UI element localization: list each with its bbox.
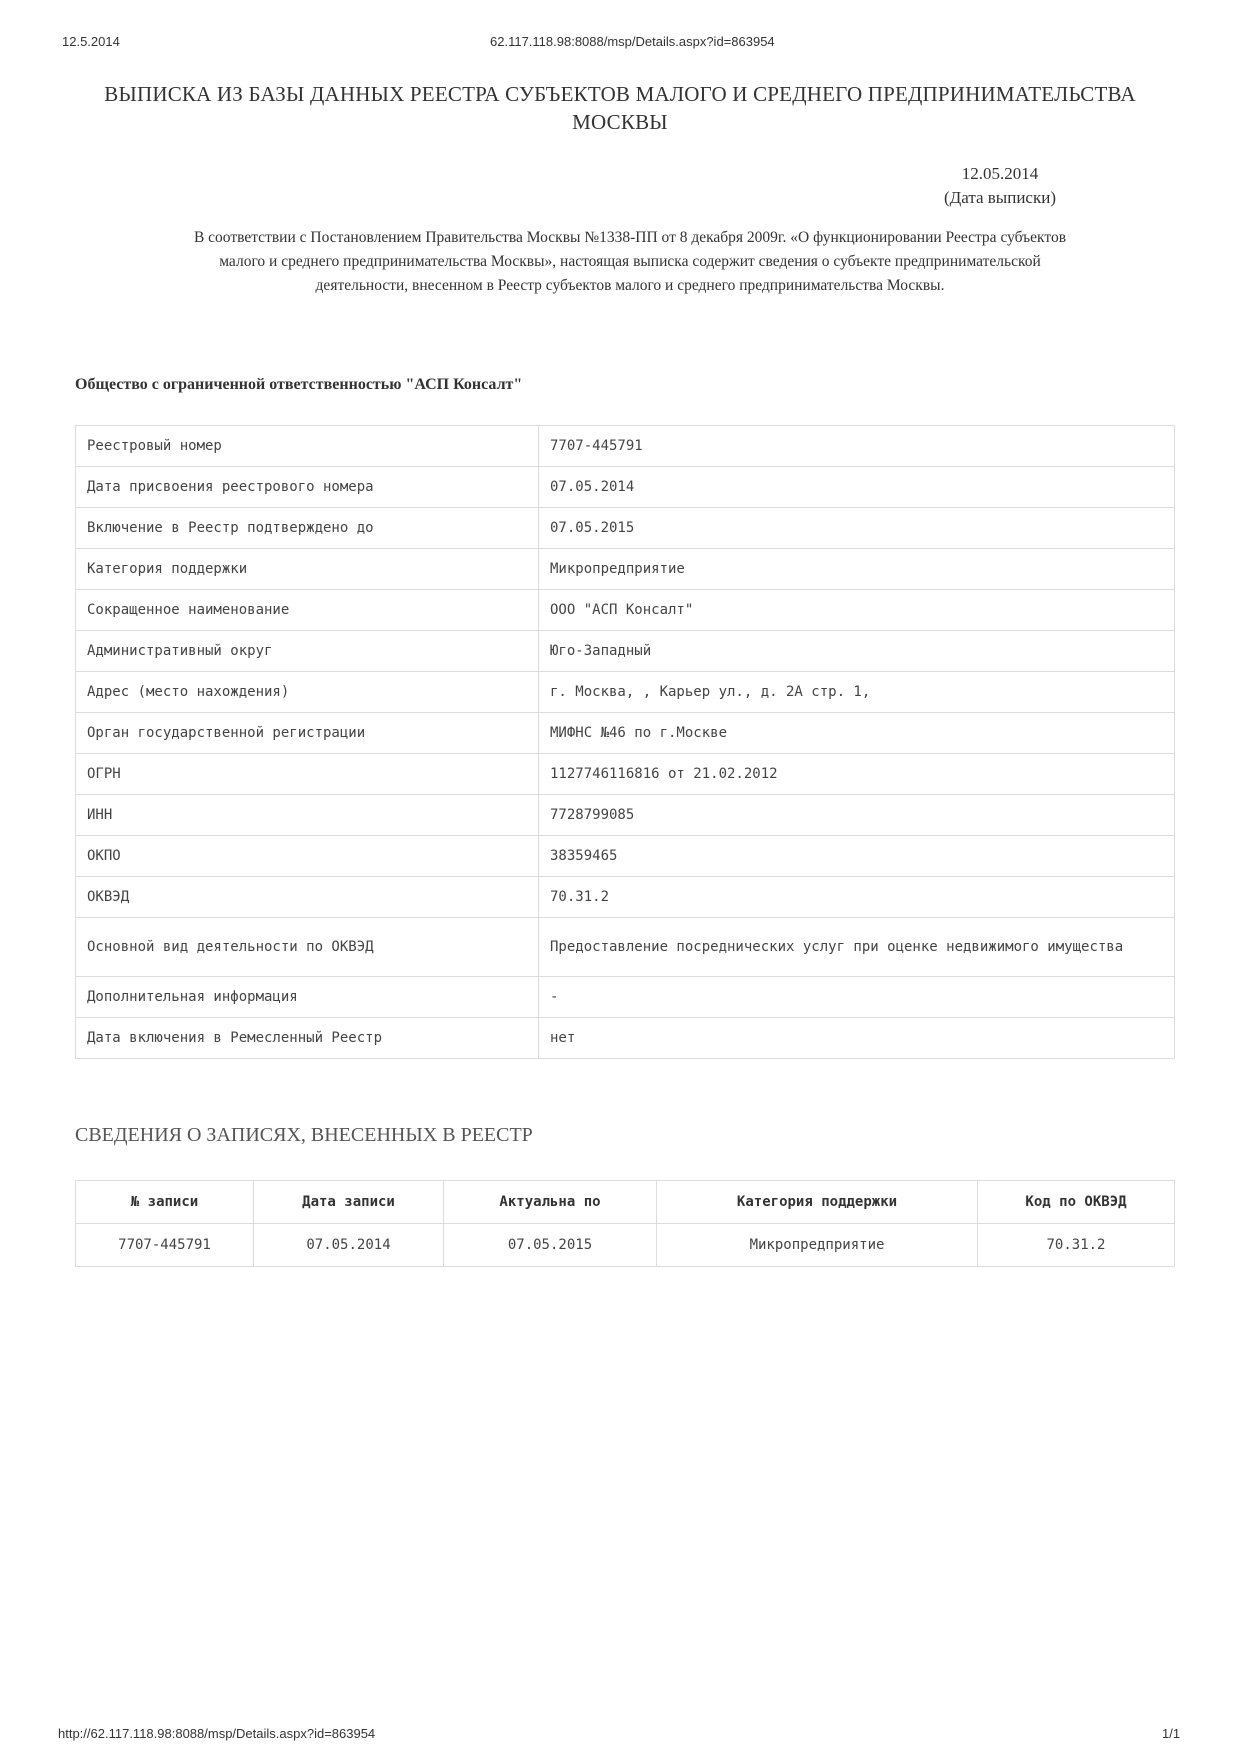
detail-value: Предоставление посреднических услуг при оценке недвижимого имущества <box>539 918 1175 977</box>
column-header: Дата записи <box>254 1181 444 1224</box>
detail-label: ОГРН <box>76 754 539 795</box>
detail-value: 7707-445791 <box>539 426 1175 467</box>
intro-paragraph <box>80 226 1180 298</box>
table-row <box>76 508 1175 549</box>
detail-label: Дополнительная информация <box>76 977 539 1018</box>
table-row <box>76 918 1175 977</box>
detail-label: ОКВЭД <box>76 877 539 918</box>
detail-value: 7728799085 <box>539 795 1175 836</box>
records-table <box>75 1180 1175 1267</box>
table-row <box>76 795 1175 836</box>
footer-url: http://62.117.118.98:8088/msp/Details.aspx?id=863954 <box>58 1726 376 1741</box>
table-row <box>76 1018 1175 1059</box>
detail-label: Включение в Реестр подтверждено до <box>76 508 539 549</box>
table-row <box>76 1224 1175 1267</box>
extract-date-label: (Дата выписки) <box>943 188 1056 207</box>
detail-value: Микропредприятие <box>539 549 1175 590</box>
record-cell: 07.05.2015 <box>444 1224 657 1267</box>
detail-value: 07.05.2014 <box>539 467 1175 508</box>
intro-line-1: В соответствии с Постановлением Правительства Москвы №1338-ПП от 8 декабря 2009г. «О функционировании Реестра субъектов <box>193 229 1067 246</box>
page-number: 1/1 <box>1162 1726 1181 1741</box>
detail-label: Категория поддержки <box>76 549 539 590</box>
detail-label: Основной вид деятельности по ОКВЭД <box>76 918 539 977</box>
detail-value: 1127746116816 от 21.02.2012 <box>539 754 1175 795</box>
extract-date: 12.05.2014 <box>961 164 1039 183</box>
title-line-2: МОСКВЫ <box>572 110 668 134</box>
detail-value: 70.31.2 <box>539 877 1175 918</box>
table-row <box>76 467 1175 508</box>
table-row <box>76 754 1175 795</box>
records-section-title: СВЕДЕНИЯ О ЗАПИСЯХ, ВНЕСЕННЫХ В РЕЕСТР <box>75 1124 533 1146</box>
column-header: Категория поддержки <box>657 1181 978 1224</box>
column-header: № записи <box>76 1181 254 1224</box>
record-cell: 7707-445791 <box>76 1224 254 1267</box>
record-cell: 07.05.2014 <box>254 1224 444 1267</box>
record-cell: Микропредприятие <box>657 1224 978 1267</box>
detail-label: Административный округ <box>76 631 539 672</box>
print-url: 62.117.118.98:8088/msp/Details.aspx?id=863954 <box>490 34 775 49</box>
table-row <box>76 549 1175 590</box>
table-row <box>76 713 1175 754</box>
intro-line-3: деятельности, внесенном в Реестр субъектов малого и среднего предпринимательства Москвы. <box>315 277 945 294</box>
title-line-1: ВЫПИСКА ИЗ БАЗЫ ДАННЫХ РЕЕСТРА СУБЪЕКТОВ МАЛОГО И СРЕДНЕГО ПРЕДПРИНИМАТЕЛЬСТВА <box>104 82 1136 106</box>
detail-label: ОКПО <box>76 836 539 877</box>
detail-label: ИНН <box>76 795 539 836</box>
detail-value: Юго-Западный <box>539 631 1175 672</box>
detail-value: нет <box>539 1018 1175 1059</box>
detail-label: Адрес (место нахождения) <box>76 672 539 713</box>
table-row <box>76 631 1175 672</box>
print-date: 12.5.2014 <box>62 34 120 49</box>
detail-value: МИФНС №46 по г.Москве <box>539 713 1175 754</box>
table-row <box>76 426 1175 467</box>
records-header-row <box>76 1181 1175 1224</box>
document-title <box>60 80 1180 136</box>
details-table <box>75 425 1175 1059</box>
detail-value: ООО "АСП Консалт" <box>539 590 1175 631</box>
table-row <box>76 836 1175 877</box>
table-row <box>76 977 1175 1018</box>
detail-label: Сокращенное наименование <box>76 590 539 631</box>
table-row <box>76 672 1175 713</box>
table-row <box>76 877 1175 918</box>
detail-value: 38359465 <box>539 836 1175 877</box>
detail-label: Дата включения в Ремесленный Реестр <box>76 1018 539 1059</box>
detail-label: Орган государственной регистрации <box>76 713 539 754</box>
extract-date-block <box>900 162 1100 210</box>
detail-value: 07.05.2015 <box>539 508 1175 549</box>
detail-value: г. Москва, , Карьер ул., д. 2А стр. 1, <box>539 672 1175 713</box>
detail-label: Дата присвоения реестрового номера <box>76 467 539 508</box>
detail-label: Реестровый номер <box>76 426 539 467</box>
intro-line-2: малого и среднего предпринимательства Москвы», настоящая выписка содержит сведения о субъекте предпринимательской <box>219 253 1041 270</box>
column-header: Код по ОКВЭД <box>978 1181 1175 1224</box>
organization-name: Общество с ограниченной ответственностью "АСП Консалт" <box>75 376 523 393</box>
record-cell: 70.31.2 <box>978 1224 1175 1267</box>
column-header: Актуальна по <box>444 1181 657 1224</box>
table-row <box>76 590 1175 631</box>
detail-value: - <box>539 977 1175 1018</box>
